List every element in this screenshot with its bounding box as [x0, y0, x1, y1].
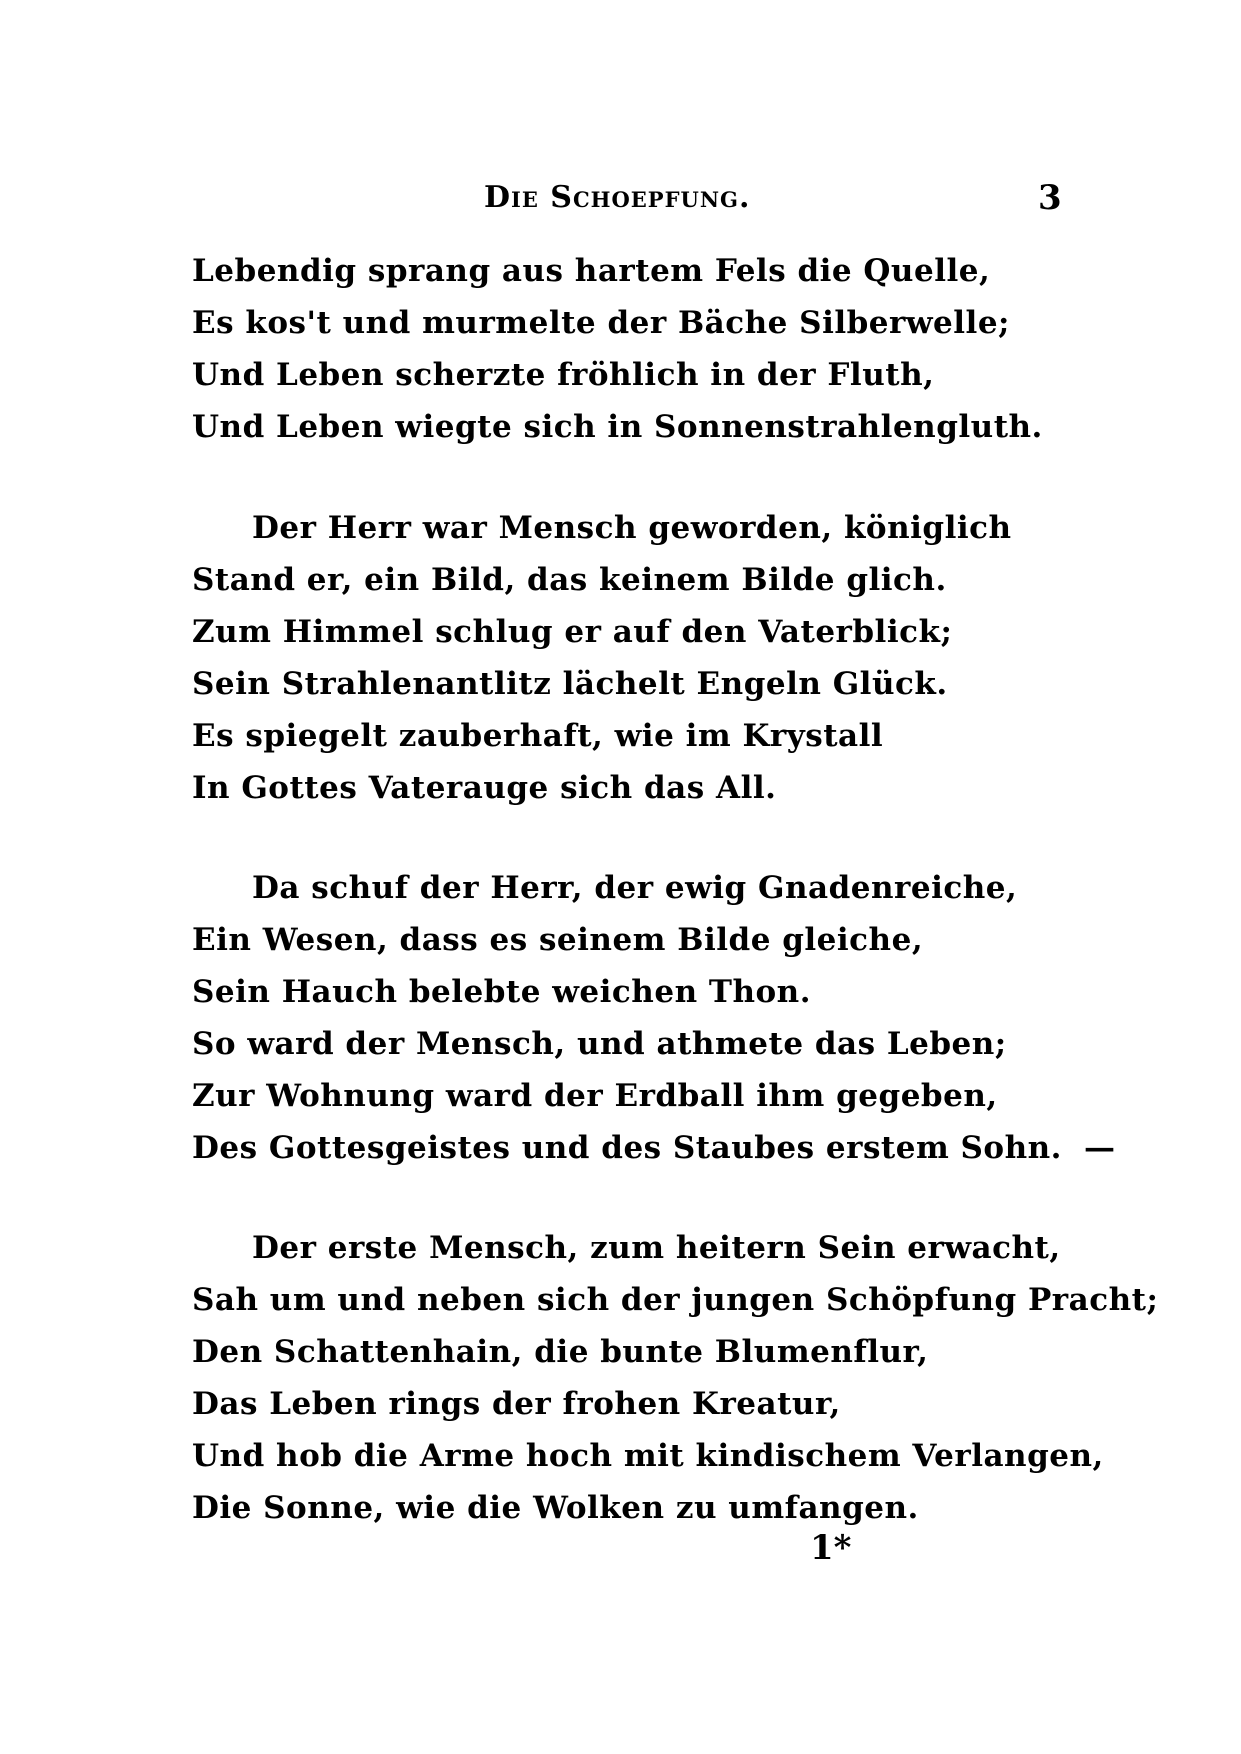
verse-line: Ein Wesen, dass es seinem Bilde gleiche, — [192, 922, 924, 958]
verse-line: Zum Himmel schlug er auf den Vaterblick; — [192, 614, 953, 650]
verse-line: Es kos't und murmelte der Bäche Silberwelle; — [192, 305, 1010, 341]
stanza-3 — [192, 862, 1116, 1174]
verse-line: Sein Strahlenantlitz lächelt Engeln Glück. — [192, 666, 948, 702]
verse-line: Zur Wohnung ward der Erdball ihm gegeben, — [192, 1078, 998, 1114]
running-title: Die Schoepfung. — [484, 180, 751, 215]
verse-line: Und Leben scherzte fröhlich in der Fluth, — [192, 357, 935, 393]
stanza-2 — [192, 502, 1072, 814]
verse-line: Stand er, ein Bild, das keinem Bilde glich. — [192, 562, 947, 598]
verse-line: Der erste Mensch, zum heitern Sein erwacht, — [252, 1230, 1061, 1266]
verse-line: Sein Hauch belebte weichen Thon. — [192, 974, 812, 1010]
stanza-1 — [192, 245, 1072, 453]
running-head — [0, 180, 1241, 220]
page-number: 3 — [1038, 178, 1062, 218]
verse-line: Und Leben wiegte sich in Sonnenstrahlengluth. — [192, 409, 1043, 445]
verse-line: Lebendig sprang aus hartem Fels die Quelle, — [192, 253, 991, 289]
closing-dash: — — [1083, 1130, 1116, 1166]
verse-line: Es spiegelt zauberhaft, wie im Krystall — [192, 718, 884, 754]
verse-line: So ward der Mensch, und athmete das Leben; — [192, 1026, 1007, 1062]
verse-line: In Gottes Vaterauge sich das All. — [192, 770, 777, 806]
verse-line: Den Schattenhain, die bunte Blumenflur, — [192, 1334, 929, 1370]
verse-line: Das Leben rings der frohen Kreatur, — [192, 1386, 841, 1422]
verse-line-text: Des Gottesgeistes und des Staubes erstem Sohn. — [192, 1130, 1062, 1166]
verse-line: Die Sonne, wie die Wolken zu umfangen. — [192, 1490, 919, 1526]
verse-line: Und hob die Arme hoch mit kindischem Verlangen, — [192, 1438, 1104, 1474]
signature-mark: 1* — [810, 1528, 852, 1568]
stanza-4 — [192, 1222, 1159, 1534]
verse-line-with-dash — [192, 1122, 1116, 1174]
verse-line: Sah um und neben sich der jungen Schöpfung Pracht; — [192, 1282, 1159, 1318]
verse-line: Der Herr war Mensch geworden, königlich — [252, 510, 1012, 546]
verse-line: Da schuf der Herr, der ewig Gnadenreiche, — [252, 870, 1018, 906]
